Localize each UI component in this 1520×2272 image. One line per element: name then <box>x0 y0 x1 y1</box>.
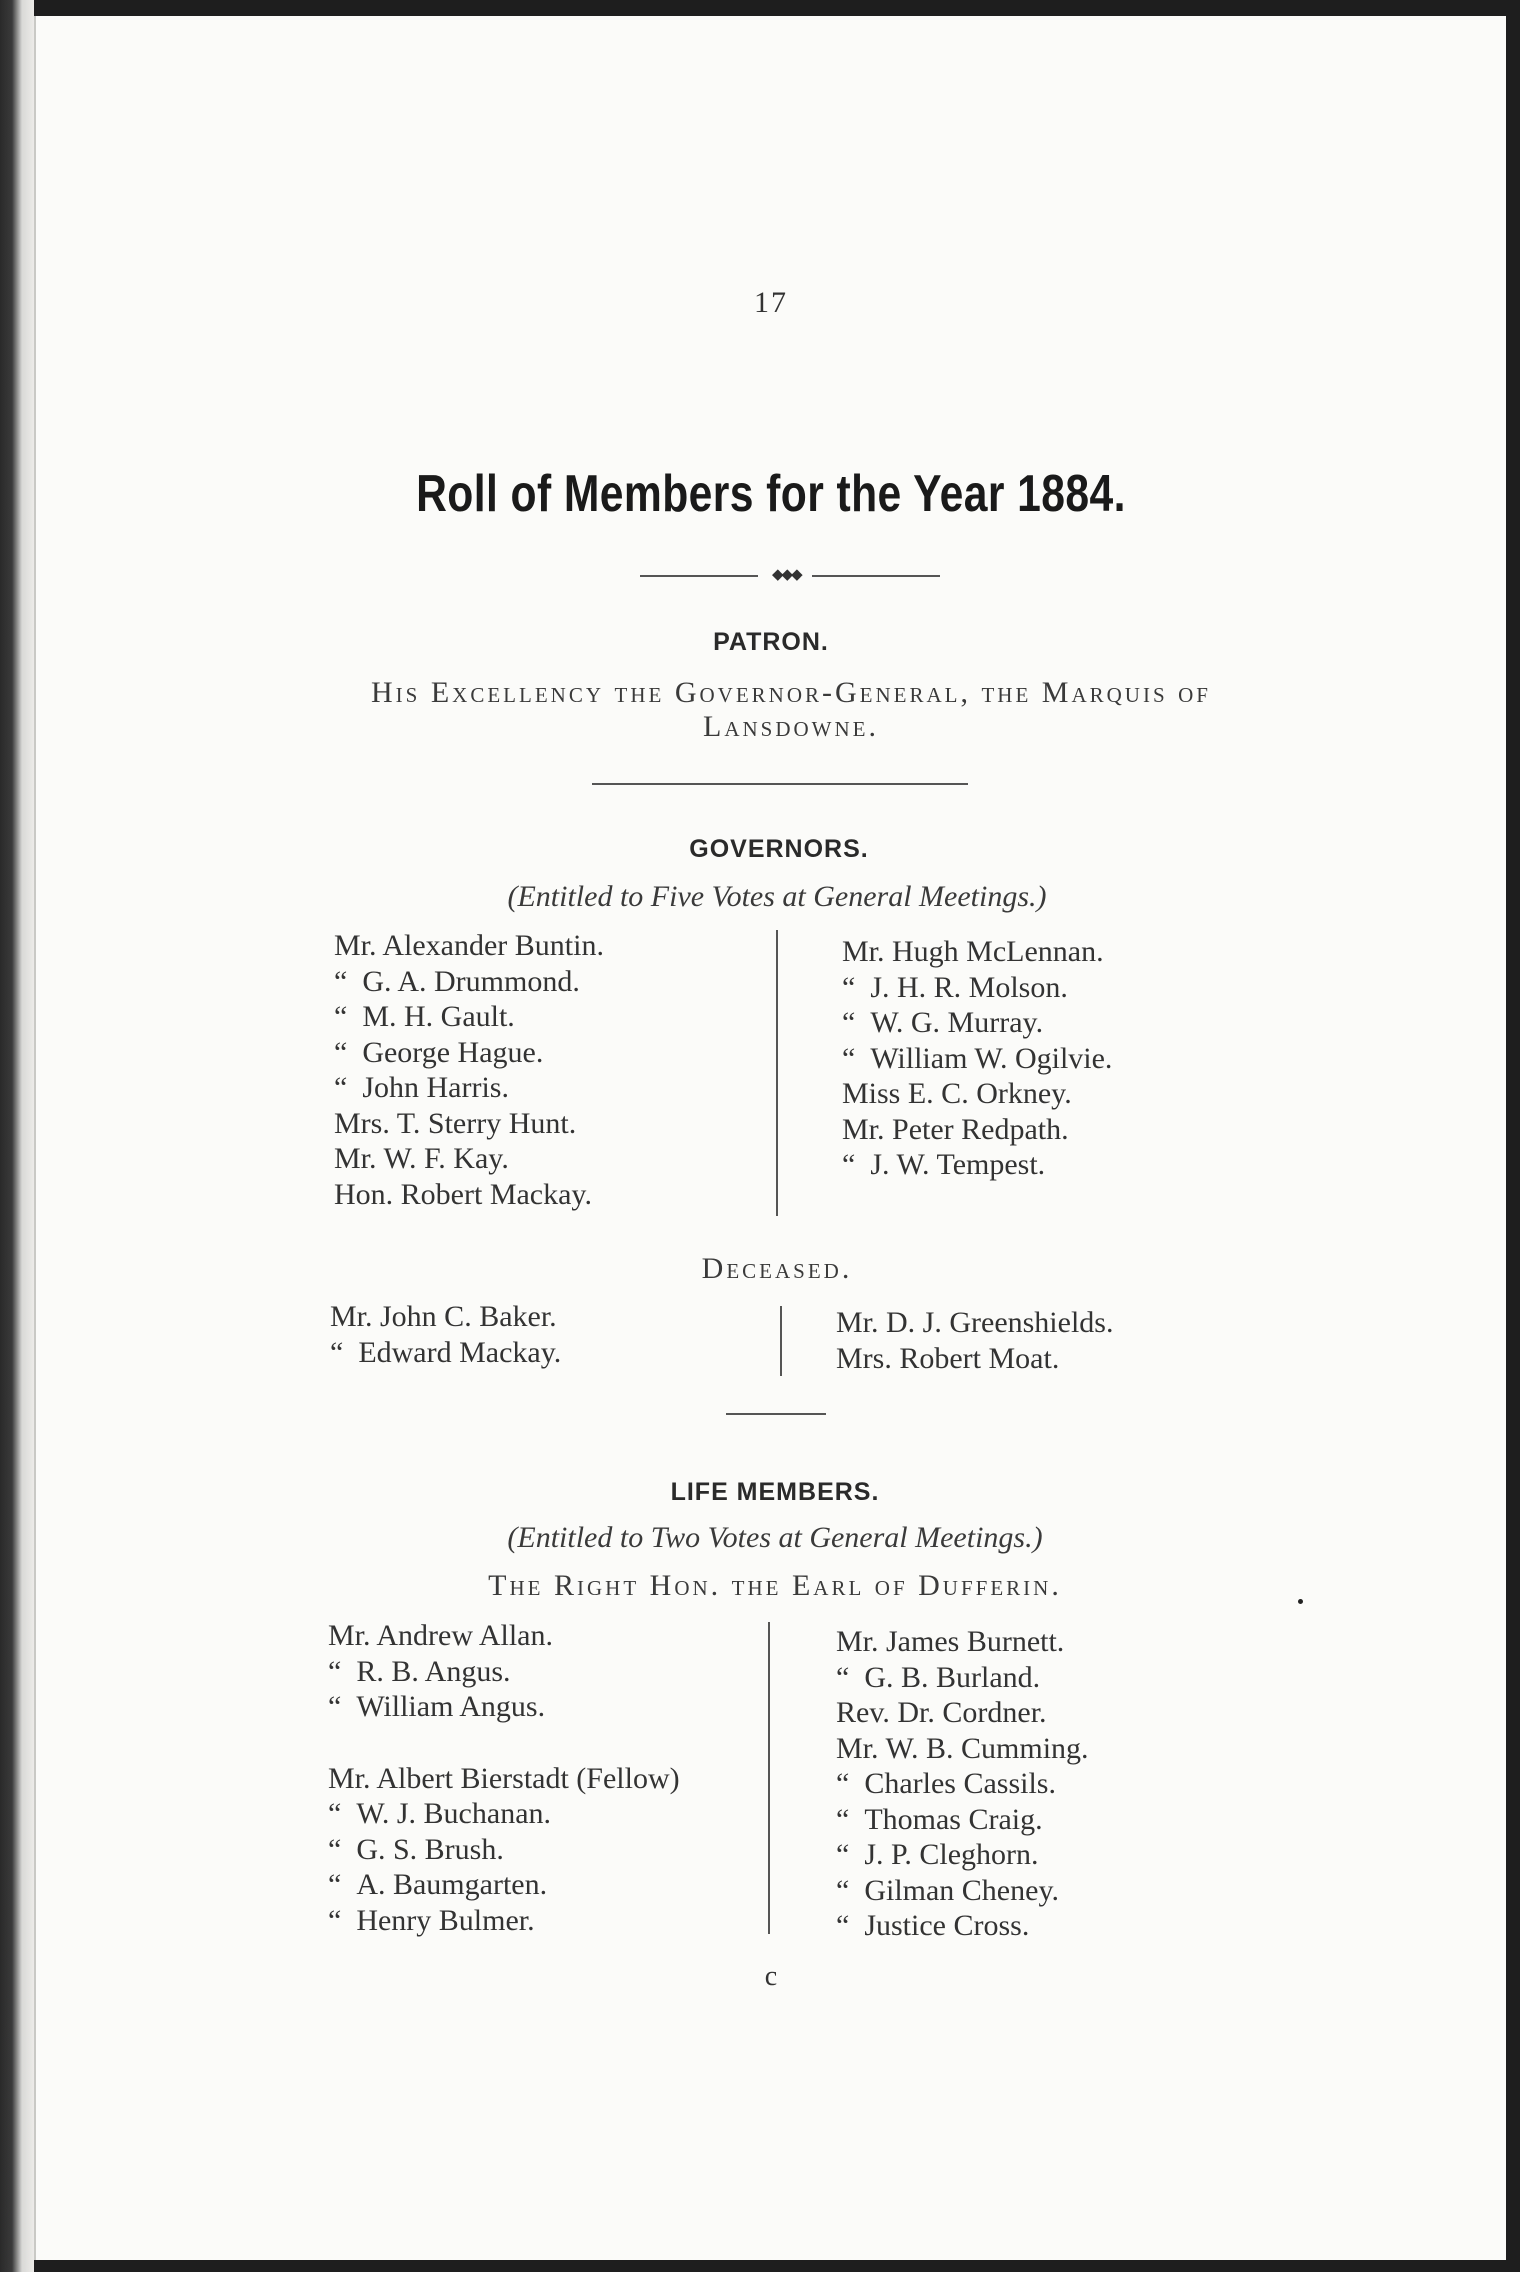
governors-right-column <box>842 934 1112 1183</box>
member-name: “ W. G. Murray. <box>842 1006 1044 1039</box>
member-name: “ Edward Mackay. <box>330 1335 562 1369</box>
member-name: Mr. Peter Redpath. <box>842 1112 1069 1146</box>
life-members-right-column <box>836 1624 1089 1944</box>
column-separator <box>780 1306 782 1376</box>
member-name: Mr. Alexander Buntin. <box>334 929 604 962</box>
document-page <box>34 16 1506 2260</box>
column-separator <box>776 930 778 1216</box>
member-name: Mrs. T. Sterry Hunt. <box>334 1106 577 1140</box>
member-name: “ Thomas Craig. <box>836 1802 1043 1836</box>
member-name: Mr. Hugh McLennan. <box>842 935 1104 968</box>
member-name: Mr. D. J. Greenshields. <box>836 1306 1114 1339</box>
life-members-heading: LIFE MEMBERS. <box>670 1478 880 1506</box>
deceased-heading: Deceased. <box>701 1252 853 1285</box>
column-gap <box>328 1725 680 1761</box>
member-name: “ George Hague. <box>334 1035 544 1069</box>
member-name: “ William W. Ogilvie. <box>842 1041 1113 1075</box>
member-name: Mr. John C. Baker. <box>330 1300 557 1333</box>
member-name: Hon. Robert Mackay. <box>334 1177 592 1211</box>
member-name: “ J. W. Tempest. <box>842 1148 1046 1181</box>
member-name: “ John Harris. <box>334 1071 509 1104</box>
title-ornament <box>640 564 940 588</box>
signature-mark: c <box>764 1961 778 1992</box>
member-name: “ R. B. Angus. <box>328 1654 511 1688</box>
member-name: “ M. H. Gault. <box>334 1000 515 1033</box>
member-name: Mr. James Burnett. <box>836 1625 1065 1658</box>
member-name: “ Henry Bulmer. <box>328 1903 535 1937</box>
patron-line-1: His Excellency the Governor-General, the Marquis of <box>371 676 1211 709</box>
ornament-diamonds: ◆◆◆ <box>772 567 801 583</box>
life-members-note: (Entitled to Two Votes at General Meetings.) <box>507 1521 1043 1554</box>
member-name: “ William Angus. <box>328 1690 546 1723</box>
member-name: Miss E. C. Orkney. <box>842 1077 1072 1110</box>
patron-heading: PATRON. <box>713 628 829 656</box>
page-title: Roll of Members for the Year 1884. <box>416 465 1126 523</box>
member-name: “ W. J. Buchanan. <box>328 1797 552 1830</box>
member-name: Mr. W. B. Cumming. <box>836 1731 1089 1765</box>
governors-left-column <box>334 928 604 1212</box>
patron-line-2: Lansdowne. <box>703 710 879 743</box>
member-name: Mr. Andrew Allan. <box>328 1619 553 1652</box>
deceased-right-column <box>836 1305 1113 1376</box>
member-name: “ G. S. Brush. <box>328 1832 504 1866</box>
deceased-left-column <box>330 1299 561 1370</box>
life-members-left-column <box>328 1618 680 1938</box>
member-name: Mr. Albert Bierstadt (Fellow) <box>328 1761 680 1795</box>
member-name: Mr. W. F. Kay. <box>334 1142 509 1175</box>
member-name: “ Gilman Cheney. <box>836 1873 1059 1907</box>
member-name: “ Justice Cross. <box>836 1909 1030 1942</box>
governors-heading: GOVERNORS. <box>689 835 869 863</box>
page-number: 17 <box>754 286 788 319</box>
section-divider <box>592 783 968 785</box>
member-name: Rev. Dr. Cordner. <box>836 1696 1047 1729</box>
section-divider-short <box>726 1413 826 1415</box>
member-name: “ J. P. Cleghorn. <box>836 1838 1039 1871</box>
scan-speck <box>1298 1599 1303 1604</box>
member-name: “ J. H. R. Molson. <box>842 970 1068 1004</box>
member-name: Mrs. Robert Moat. <box>836 1341 1060 1375</box>
life-members-special: The Right Hon. the Earl of Dufferin. <box>488 1569 1062 1602</box>
ornament-rule-right <box>812 575 940 577</box>
column-separator <box>768 1622 770 1934</box>
member-name: “ Charles Cassils. <box>836 1767 1056 1800</box>
ornament-rule-left <box>640 575 758 577</box>
member-name: “ G. A. Drummond. <box>334 964 580 998</box>
member-name: “ G. B. Burland. <box>836 1660 1041 1694</box>
governors-note: (Entitled to Five Votes at General Meetings.) <box>507 880 1047 913</box>
member-name: “ A. Baumgarten. <box>328 1868 548 1901</box>
scan-binding-edge <box>0 0 34 2272</box>
